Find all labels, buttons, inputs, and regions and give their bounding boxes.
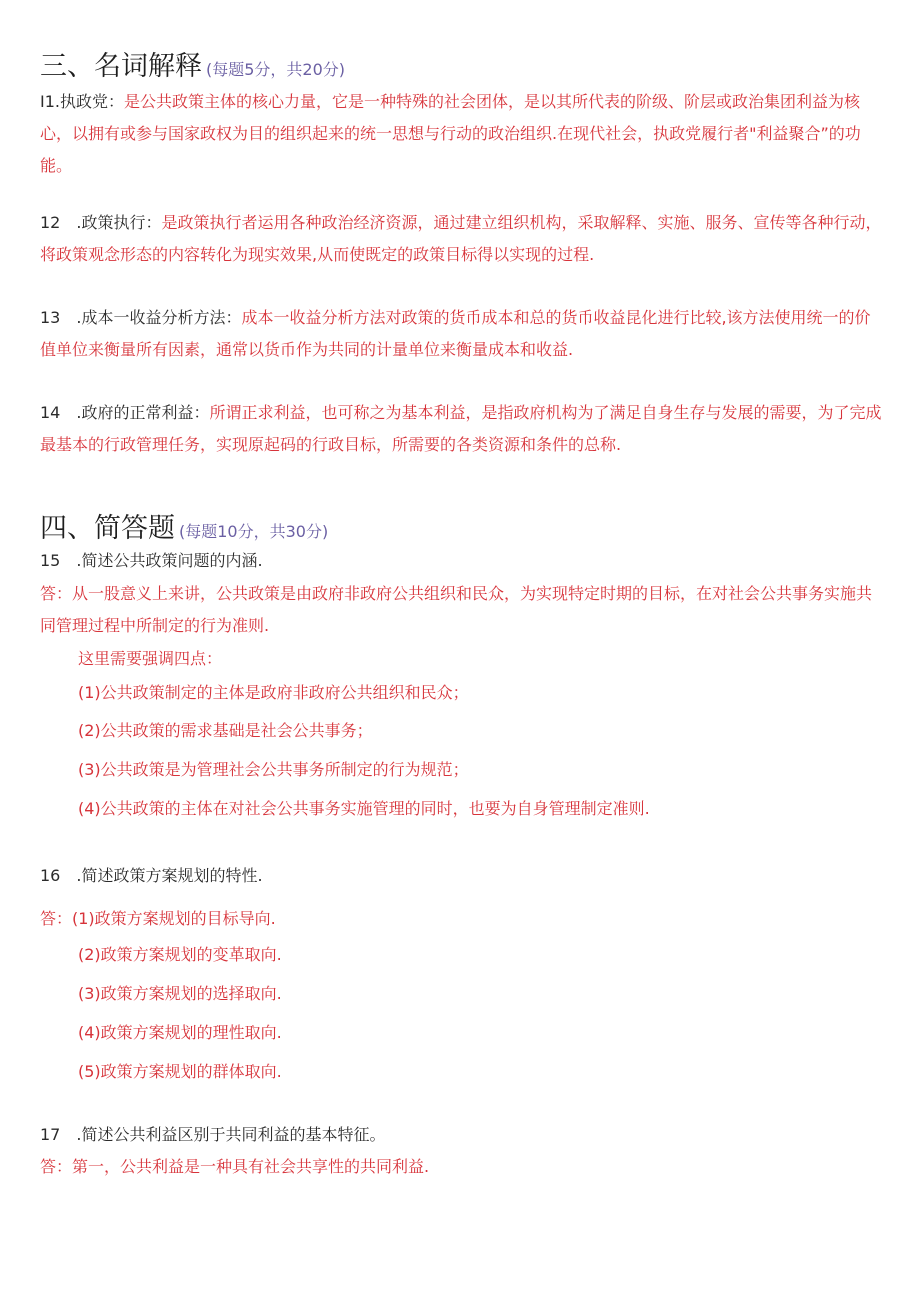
answer-15-intro: 这里需要强调四点： (78, 649, 223, 668)
answer-15-point-2: (2)公共政策的需求基础是社会公共事务； (78, 721, 373, 740)
term-label: 13 .成本一收益分析方法： (40, 308, 242, 327)
section-3-score-note: (每题5分，共20分) (206, 60, 346, 79)
question-15: 15 .简述公共政策问题的内涵. (40, 551, 263, 570)
answer-16-point-1: 答：(1)政策方案规划的目标导向. (40, 909, 276, 928)
answer-17: 答：第一，公共利益是一种具有社会共享性的共同利益. (40, 1157, 430, 1176)
answer-16-point-3: (3)政策方案规划的选择取向. (78, 984, 282, 1003)
answer-15: 答：从一股意义上来讲，公共政策是由政府非政府公共组织和民众，为实现特定时期的目标，在对社会公共事务实施共同管理过程中所制定的行为准则. (40, 584, 873, 635)
term-definition: 成本一收益分析方法对政策的货币成本和总的货币收益昆化进行比较,该方法使用统一的价值单位来衡量所有因素，通常以货币作为共同的计量单位来衡量成本和收益. (40, 308, 871, 359)
answer-16-point-4: (4)政策方案规划的理性取向. (78, 1023, 282, 1042)
term-label: 14 .政府的正常利益： (40, 403, 210, 422)
term-definition: 是政策执行者运用各种政治经济资源，通过建立组织机构，采取解释、实施、服务、宣传等各种行动，将政策观念形态的内容转化为现实效果,从而使既定的政策目标得以实现的过程. (40, 213, 882, 264)
section-4-score-note: (每题10分，共30分) (179, 522, 329, 541)
section-3-heading (40, 44, 345, 83)
section-4-heading (40, 506, 328, 545)
term-definition: 是公共政策主体的核心力量，它是一种特殊的社会团体，是以其所代表的阶级、阶层或政治集团利益为核心，以拥有或参与国家政权为目的组织起来的统一思想与行动的政治组织.在现代社会，执政党履行者"利益聚合”的功能。 (40, 92, 861, 175)
answer-16-point-2: (2)政策方案规划的变革取向. (78, 945, 282, 964)
answer-15-point-3: (3)公共政策是为管理社会公共事务所制定的行为规范； (78, 760, 469, 779)
term-item-government-interest (40, 397, 885, 461)
term-item-cost-benefit (40, 302, 885, 366)
answer-15-point-4: (4)公共政策的主体在对社会公共事务实施管理的同时，也要为自身管理制定准则. (78, 799, 650, 818)
term-item-policy-execution (40, 207, 885, 271)
section-4-title: 四、简答题 (40, 513, 175, 544)
answer-15-point-1: (1)公共政策制定的主体是政府非政府公共组织和民众； (78, 683, 469, 702)
question-16: 16 .简述政策方案规划的特性. (40, 866, 263, 885)
term-label: 12 .政策执行： (40, 213, 162, 232)
term-label: I1.执政党： (40, 92, 124, 111)
term-definition: 所谓正求利益，也可称之为基本利益，是指政府机构为了满足自身生存与发展的需要，为了完成最基本的行政管理任务，实现原起码的行政目标，所需要的各类资源和条件的总称. (40, 403, 882, 454)
section-3-title: 三、名词解释 (40, 51, 202, 82)
term-item-ruling-party (40, 86, 885, 182)
question-17: 17 .简述公共利益区别于共同利益的基本特征。 (40, 1125, 386, 1144)
answer-16-point-5: (5)政策方案规划的群体取向. (78, 1062, 282, 1081)
